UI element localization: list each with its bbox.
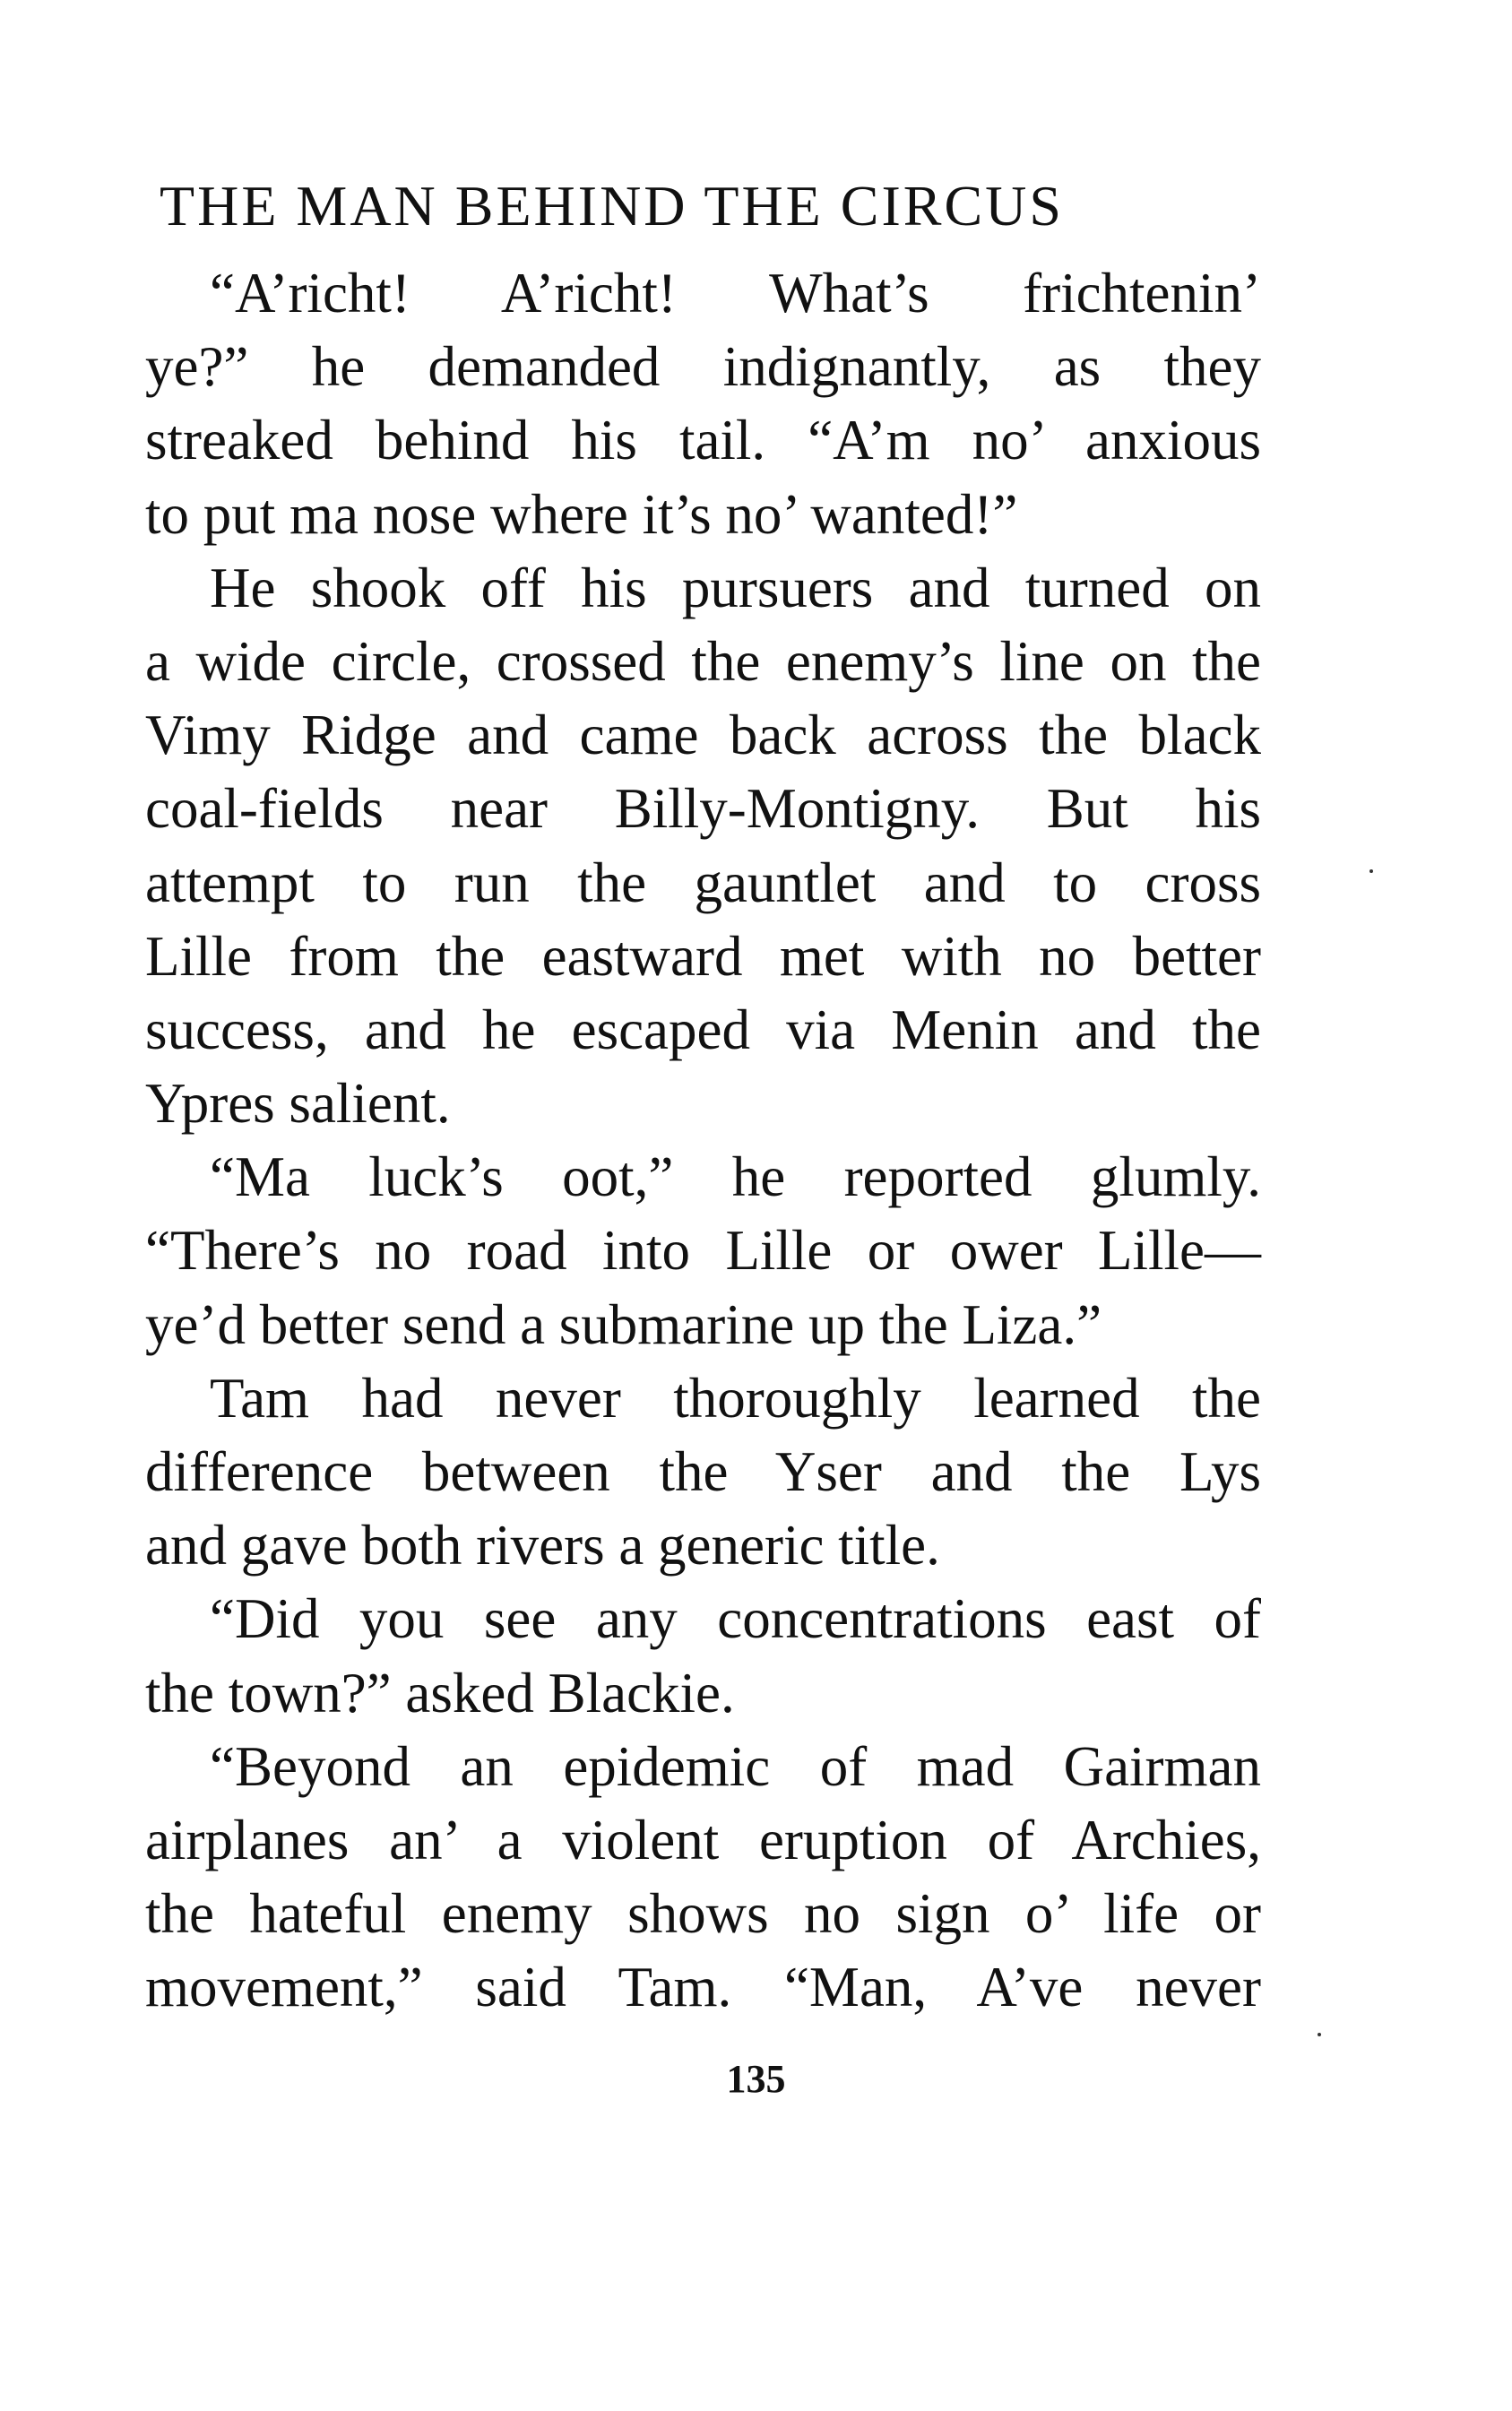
text-line: ye’d better send a submarine up the Liza.” (145, 1292, 1102, 1356)
text-line: to put ma nose where it’s no’ wanted!” (145, 482, 1018, 546)
text-line: movement,” said Tam. “Man, A’ve never (145, 1956, 1261, 2019)
text-line: Lille from the eastward met with no better (145, 924, 1261, 988)
text-line: a wide circle, crossed the enemy’s line on the (145, 629, 1261, 693)
text-line: Ypres salient. (145, 1072, 451, 1136)
page-number: 135 (726, 2057, 786, 2101)
text-line: “There’s no road into Lille or ower Lille— (145, 1219, 1261, 1283)
print-speck (1369, 869, 1373, 873)
text-line: airplanes an’ a violent eruption of Archies, (145, 1808, 1261, 1871)
print-speck (1318, 2033, 1321, 2036)
text-line: ye?” he demanded indignantly, as they (145, 335, 1261, 399)
text-line: He shook off his pursuers and turned on (210, 556, 1261, 619)
text-line: success, and he escaped via Menin and the (145, 998, 1261, 1061)
text-line: difference between the Yser and the Lys (145, 1440, 1261, 1503)
text-line: “Ma luck’s oot,” he reported glumly. (210, 1145, 1261, 1209)
text-line: “A’richt! A’richt! What’s frichtenin’ (210, 262, 1261, 324)
text-line: the town?” asked Blackie. (145, 1661, 735, 1724)
text-line: attempt to run the gauntlet and to cross (145, 851, 1261, 914)
running-head: THE MAN BEHIND THE CIRCUS (160, 174, 1064, 238)
text-line: Tam had never thoroughly learned the (210, 1366, 1261, 1430)
text-line: “Beyond an epidemic of mad Gairman (210, 1734, 1261, 1798)
text-line: Vimy Ridge and came back across the black (145, 704, 1261, 767)
text-line: streaked behind his tail. “A’m no’ anxious (145, 409, 1261, 472)
body-text (145, 256, 1261, 2025)
text-line: coal-fields near Billy-Montigny. But his (145, 777, 1261, 841)
text-line: “Did you see any concentrations east of (210, 1587, 1261, 1651)
text-line: and gave both rivers a generic title. (145, 1514, 940, 1577)
text-line: the hateful enemy shows no sign o’ life or (145, 1882, 1261, 1946)
